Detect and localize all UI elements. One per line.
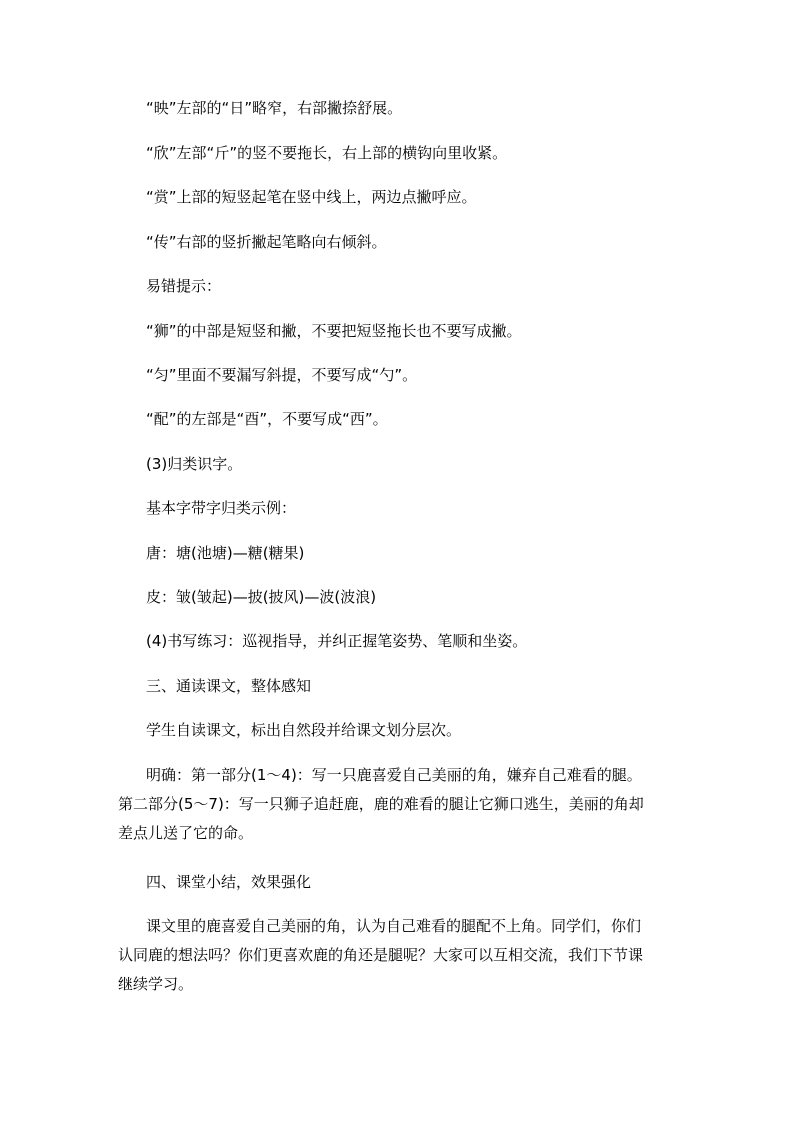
paragraph-shang: “赏”上部的短竖起笔在竖中线上，两边点撇呼应。 [146,188,477,206]
summary-line: 继续学习。 [118,975,194,993]
paragraph-shi: “狮”的中部是短竖和撇，不要把短竖拖长也不要写成撇。 [146,322,522,340]
summary-paragraph [118,912,674,999]
paragraph-yun: “匀”里面不要漏写斜提，不要写成“勺”。 [146,366,418,384]
classify-heading: (3)归类识字。 [146,455,243,473]
self-reading: 学生自读课文，标出自然段并给课文划分层次。 [146,721,462,739]
paragraph-ying: “映”左部的“日”略窄，右部撇捺舒展。 [146,99,403,117]
section3-heading: 三、通读课文，整体感知 [146,677,312,695]
summary-line: 课文里的鹿喜爱自己美丽的角，认为自己难看的腿配不上角。同学们，你们 [146,917,642,935]
clarify-line: 明确：第一部分(1～4)：写一只鹿喜爱自己美丽的角，嫌弃自己难看的腿。 [146,766,642,784]
paragraph-chuan: “传”右部的竖折撇起笔略向右倾斜。 [146,233,387,251]
clarify-line: 差点儿送了它的命。 [118,824,254,842]
paragraph-xin: “欣”左部“斤”的竖不要拖长，右上部的横钩向里收紧。 [146,144,508,162]
writing-practice: (4)书写练习：巡视指导，并纠正握笔姿势、笔顺和坐姿。 [146,632,528,650]
classify-example-intro: 基本字带字归类示例： [146,499,297,517]
error-tips-heading: 易错提示： [146,277,222,295]
section4-heading: 四、课堂小结，效果强化 [146,873,312,891]
classify-example-pi: 皮：皱(皱起)—披(披风)—波(波浪) [146,588,377,606]
clarify-paragraph [118,761,674,848]
paragraph-pei: “配”的左部是“酉”，不要写成“西”。 [146,410,388,428]
classify-example-tang: 唐：塘(池塘)—糖(糖果) [146,544,305,562]
clarify-line: 第二部分(5～7)：写一只狮子追赶鹿，鹿的难看的腿让它狮口逃生，美丽的角却 [118,795,644,813]
summary-line: 认同鹿的想法吗？你们更喜欢鹿的角还是腿呢？大家可以互相交流，我们下节课 [118,946,644,964]
